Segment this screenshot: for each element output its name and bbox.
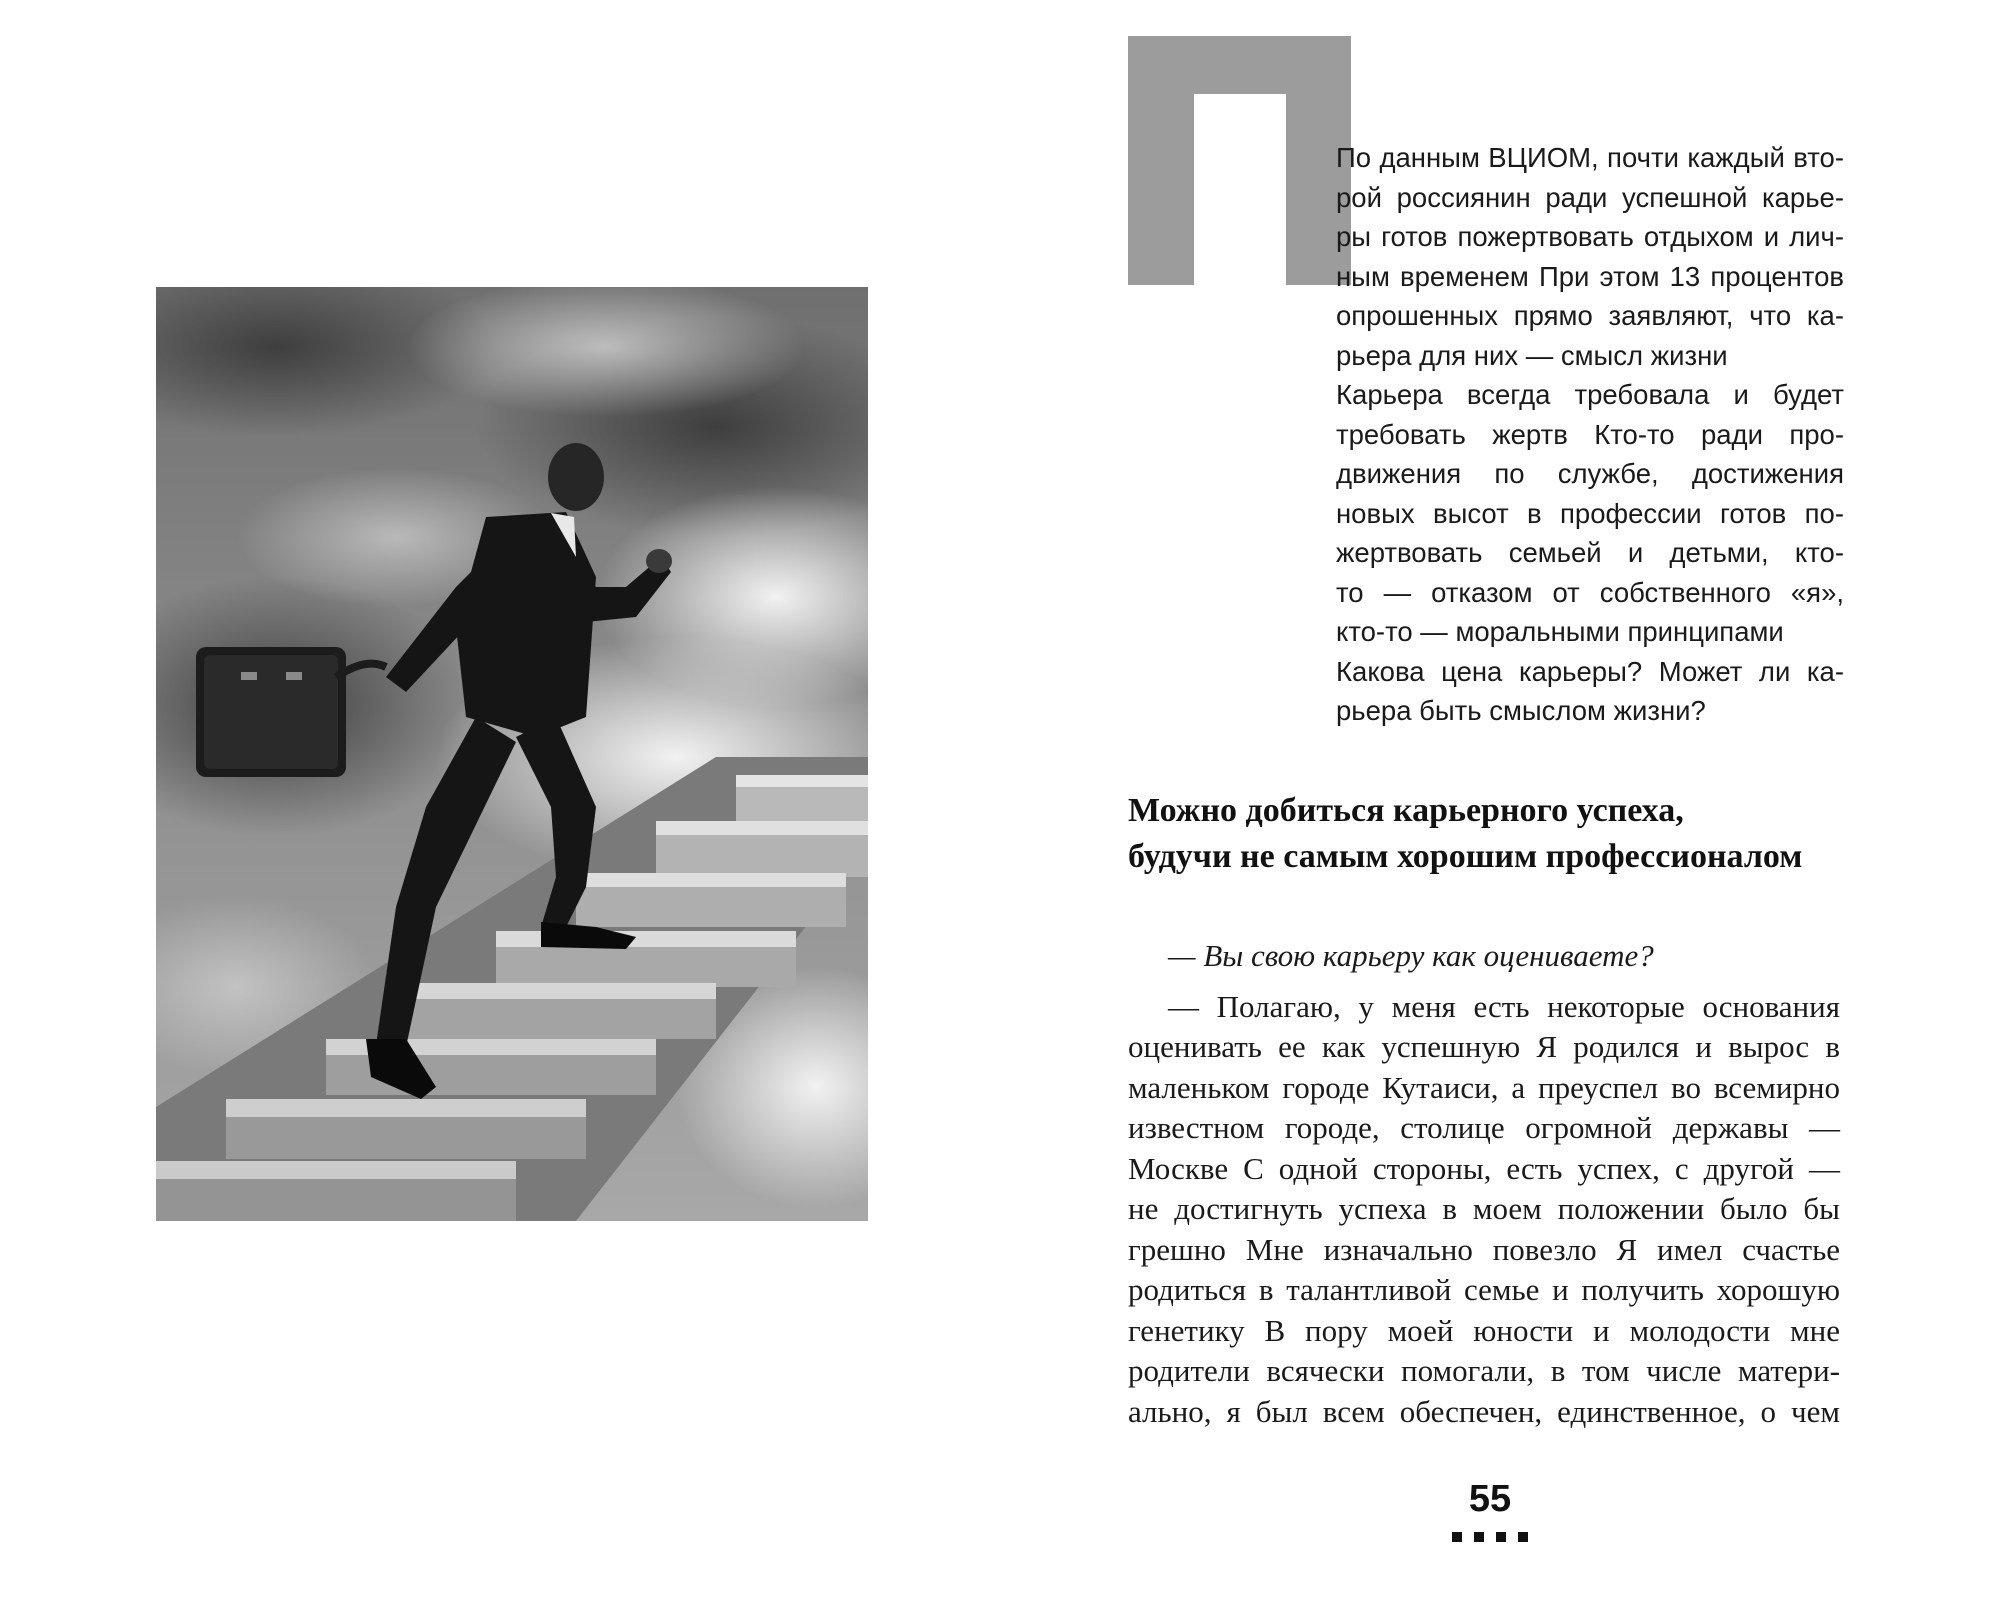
intro-line: жертвовать семьей и детьми, кто- (1336, 537, 1844, 568)
interview-question: — Вы свою карьеру как оцениваете? (1168, 938, 1654, 973)
stairs-photo-graphic (156, 287, 868, 1221)
intro-line: рой россиянин ради успешной карье- (1336, 181, 1844, 213)
intro-line: новых высот в профессии готов по- (1336, 497, 1844, 529)
interview-body (1128, 936, 1840, 1432)
body-line: родители всячески помогали, в том числе матери- (1128, 1353, 1840, 1388)
body-line: генетику В пору моей юности и молодости мне (1128, 1312, 1840, 1348)
intro-line: рьера быть смыслом жизни? (1336, 695, 1706, 726)
intro-line: движения по службе, достижения (1336, 458, 1844, 489)
intro-line: Карьера всегда требовала и будет (1336, 379, 1844, 410)
page-number: 55 (1468, 1478, 1512, 1520)
intro-line: рьера для них — смысл жизни (1336, 339, 1728, 371)
intro-line: требовать жертв Кто-то ради про- (1336, 418, 1844, 450)
intro-paragraph (1336, 138, 1844, 731)
section-heading-line-1: Можно добиться карьерного успеха, (1128, 792, 1684, 829)
body-line: грешно Мне изначально повезло Я имел счастье (1128, 1231, 1840, 1267)
body-line: оценивать ее как успешную Я родился и вырос в (1128, 1029, 1840, 1064)
body-line: маленьком городе Кутаиси, а преуспел во всемирно (1128, 1069, 1840, 1105)
intro-line: По данным ВЦИОМ, почти каждый вто- (1336, 142, 1844, 173)
section-heading (1128, 788, 1848, 880)
body-line: не достигнуть успеха в моем положении было бы (1128, 1191, 1840, 1226)
ornament-dot (1518, 1532, 1528, 1542)
body-line: известном городе, столице огромной державы — (1128, 1110, 1840, 1145)
page-number-ornament (1452, 1532, 1528, 1544)
drop-cap-letter (1128, 36, 1351, 285)
intro-line: кто-то — моральными принципами (1336, 616, 1784, 647)
body-line: ально, я был всем обеспечен, единственное, о чем (1128, 1393, 1840, 1429)
intro-line: ным временем При этом 13 процентов (1336, 260, 1844, 292)
ornament-dot (1452, 1532, 1462, 1542)
ornament-dot (1474, 1532, 1484, 1542)
intro-line: то — отказом от собственного «я», (1336, 576, 1844, 608)
body-line: — Полагаю, у меня есть некоторые основания (1168, 988, 1840, 1024)
section-heading-line-2: будучи не самым хорошим профессионалом (1128, 838, 1803, 875)
body-line: родиться в талантливой семье и получить хорошую (1128, 1272, 1840, 1307)
intro-line: Какова цена карьеры? Может ли ка- (1336, 655, 1844, 687)
body-line: Москве С одной стороны, есть успех, с другой — (1128, 1150, 1840, 1186)
intro-line: опрошенных прямо заявляют, что ка- (1336, 300, 1844, 331)
intro-line: ры готов пожертвовать отдыхом и лич- (1336, 221, 1844, 252)
stairs-photo (156, 287, 868, 1221)
ornament-dot (1496, 1532, 1506, 1542)
